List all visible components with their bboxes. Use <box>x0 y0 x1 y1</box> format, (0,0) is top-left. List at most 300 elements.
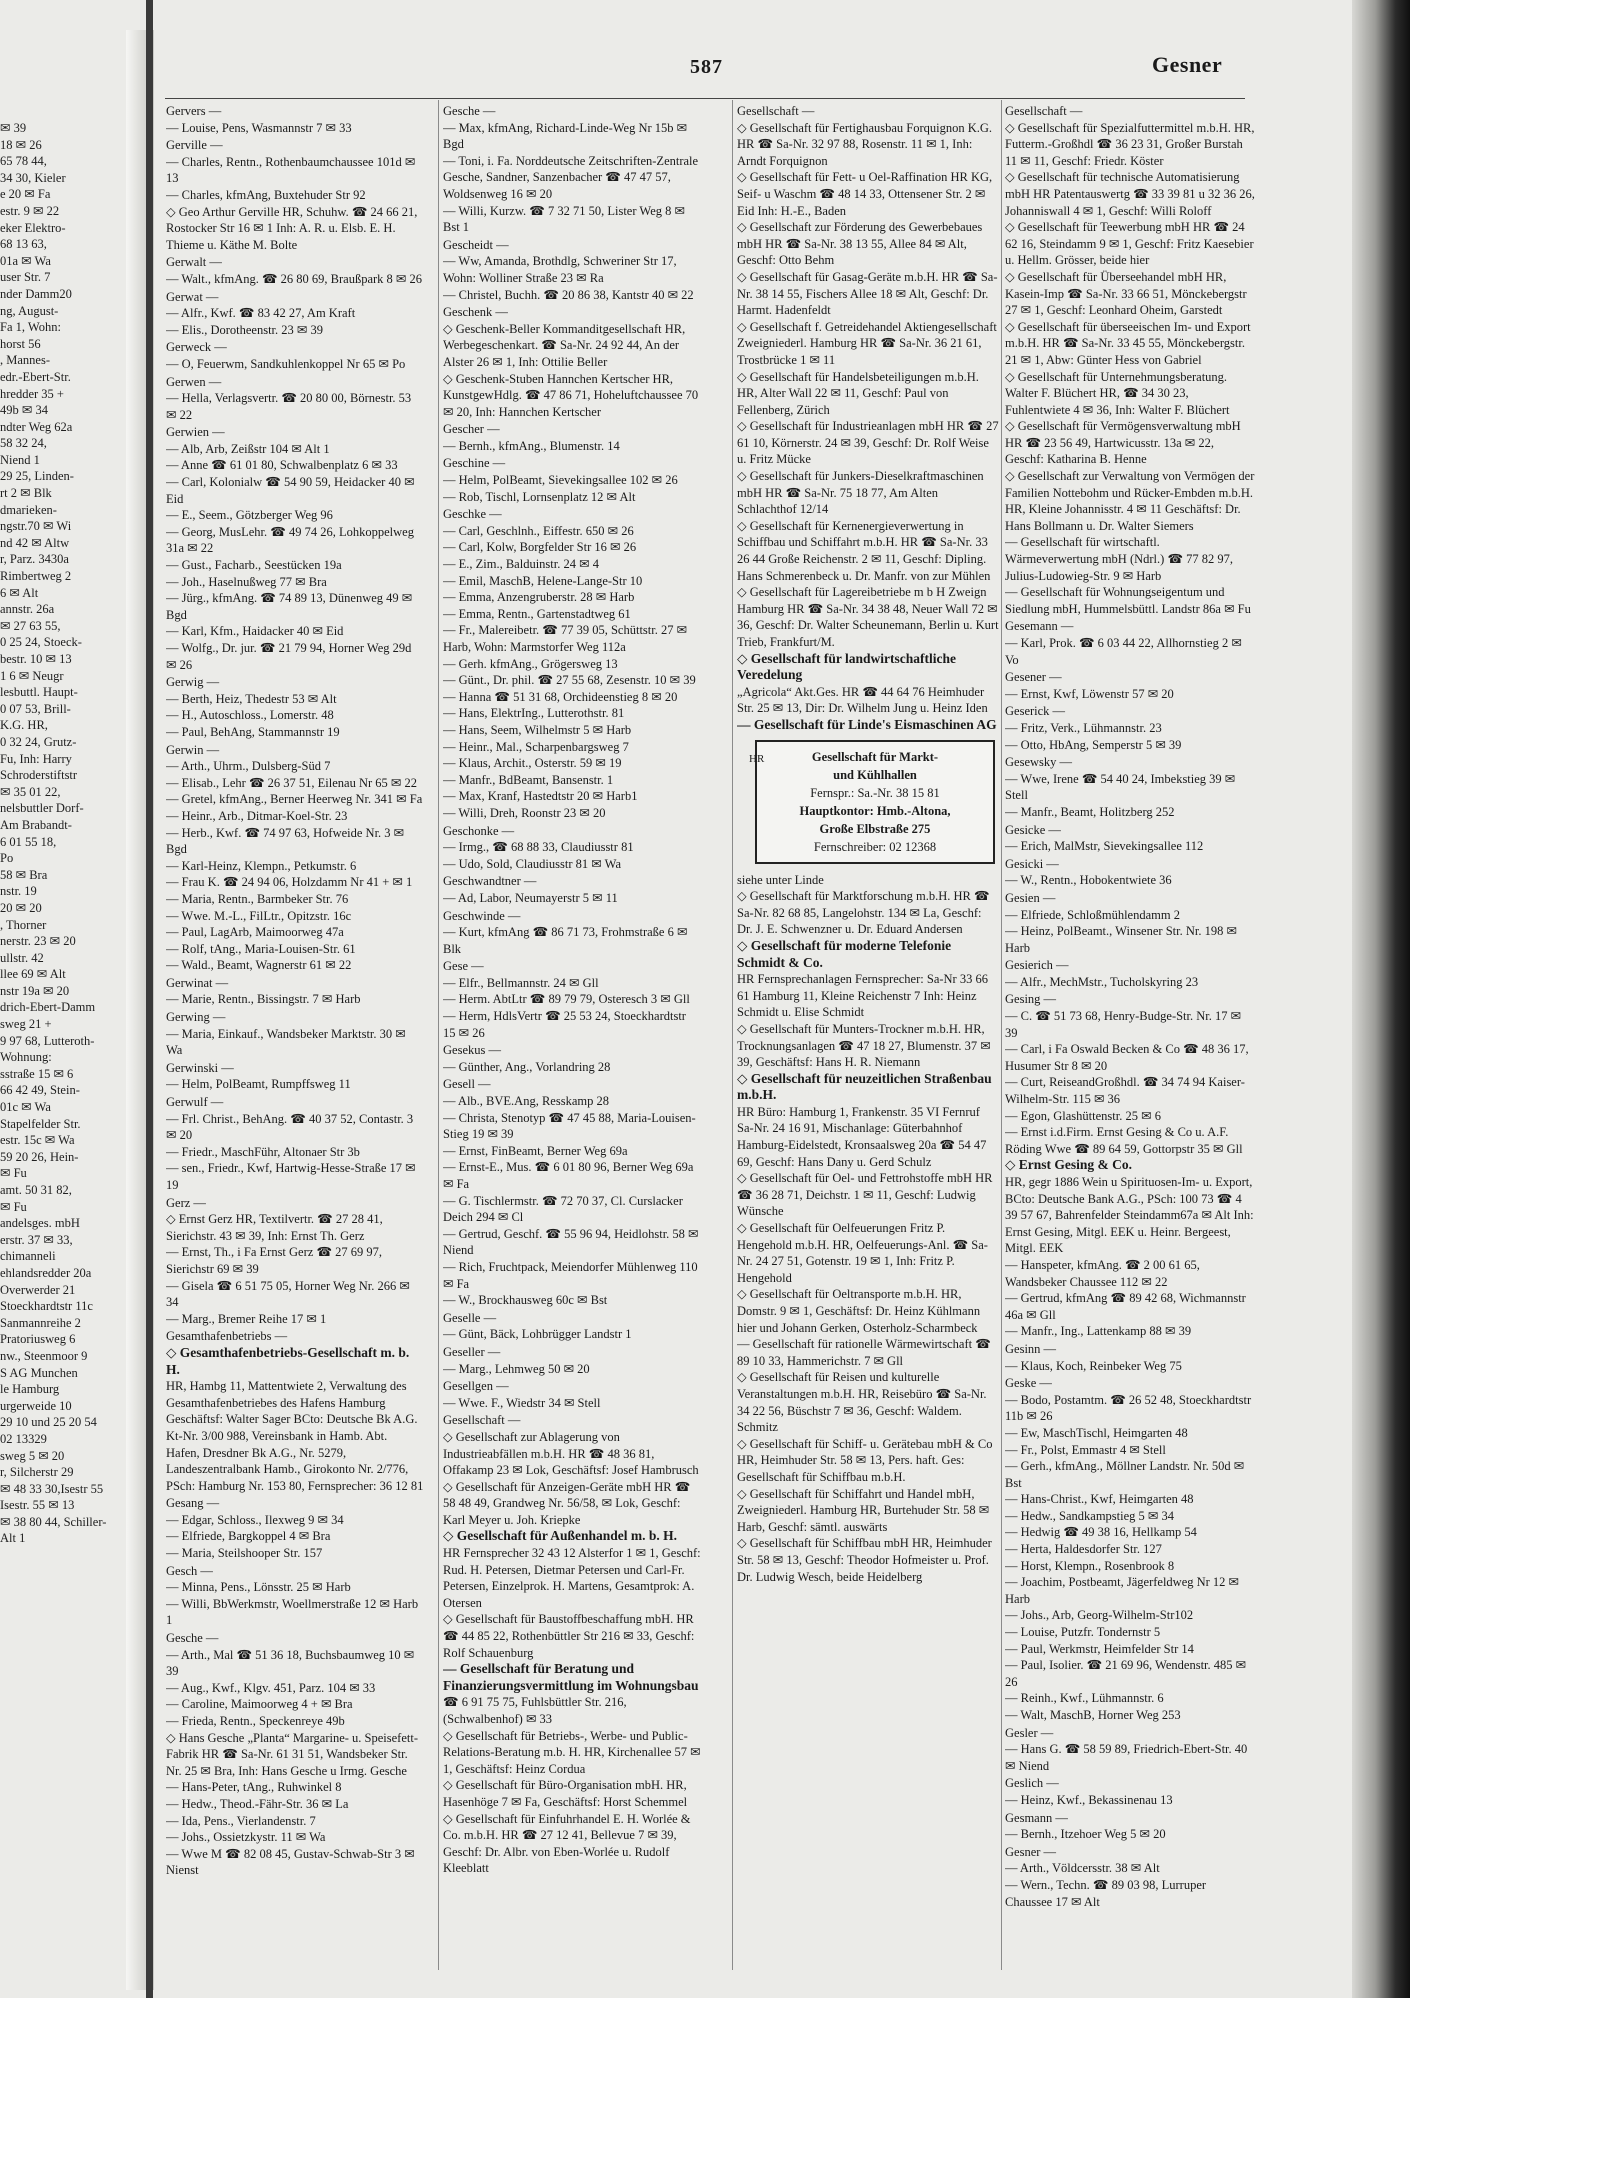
directory-entry: — Gretel, kfmAng., Berner Heerweg Nr. 341 ✉ Fa <box>166 792 423 807</box>
fragment-line: 9 97 68, Lutteroth- <box>0 1033 95 1048</box>
fragment-line: Alt 1 <box>0 1531 26 1546</box>
directory-entry: — Egon, Glashüttenstr. 25 ✉ 6 <box>1005 1108 1161 1123</box>
directory-entry: — Hanspeter, kfmAng. ☎ 2 00 61 65, Wandsbeker Chaussee 112 ✉ 22 <box>1005 1257 1200 1289</box>
fragment-line: horst 56 <box>0 336 41 351</box>
fragment-line: Pratoriusweg 6 <box>0 1332 76 1347</box>
directory-entry: — Heinr., Arb., Ditmar-Koel-Str. 23 <box>166 808 348 823</box>
surname-heading: Gesewsky — <box>1005 755 1073 770</box>
directory-entry: ◇ Gesellschaft für Schiffahrt und Handel mbH, Zweigniederl. Hamburg HR, Burtehuder Str. 58 ✉ Harb, Geschf: sämtl. auswärts <box>737 1486 990 1534</box>
directory-entry: — Otto, HbAng, Semperstr 5 ✉ 39 <box>1005 737 1182 752</box>
fragment-line: Rimbertweg 2 <box>0 569 72 584</box>
ad-name-line2: und Kühlhallen <box>833 767 917 782</box>
column-divider <box>1001 100 1002 1970</box>
fragment-line: ✉ 35 01 22, <box>0 784 61 799</box>
fragment-line: le Hamburg <box>0 1382 60 1397</box>
surname-heading: Gesche — <box>443 104 496 118</box>
company-name: — Gesellschaft für Linde's Eismaschinen AG <box>737 716 997 732</box>
ad-telex: Fernschreiber: 02 12368 <box>813 839 937 854</box>
directory-entry: ◇ Gesellschaft für Unternehmungsberatung. Walter F. Blüchert HR, ☎ 34 30 23, Fuhlentwiete 4 ✉ 36, Inh: Walter F. Blüchert <box>1005 369 1230 417</box>
surname-heading: Gesinn — <box>1005 1341 1057 1356</box>
surname-heading: Geschwandtner — <box>443 874 537 889</box>
fragment-line: nder Damm20 <box>0 286 72 301</box>
fragment-line: bestr. 10 ✉ 13 <box>0 652 72 666</box>
fragment-line: Stoeckhardtstr 11c <box>0 1299 93 1314</box>
directory-entry: — Emil, MaschB, Helene-Lange-Str 10 <box>443 573 643 588</box>
directory-entry: „Agricola“ Akt.Ges. HR ☎ 44 64 76 Heimhuder Str. 25 ✉ 13, Dir: Dr. Wilhelm Jung u. Heinz Iden <box>737 684 988 716</box>
directory-entry: — Horst, Klempn., Rosenbrook 8 <box>1005 1558 1175 1573</box>
surname-heading: Gerville — <box>166 138 223 153</box>
directory-entry: — Max, Kranf, Hastedtstr 20 ✉ Harb1 <box>443 789 638 804</box>
directory-entry: — Reinh., Kwf., Lühmannstr. 6 <box>1005 1691 1164 1706</box>
directory-entry: — Hedw., Sandkampstieg 5 ✉ 34 <box>1005 1508 1175 1523</box>
fragment-line: edr.-Ebert-Str. <box>0 369 71 384</box>
company-name: ◇ Ernst Gesing & Co. <box>1005 1157 1133 1173</box>
directory-entry: — Hedw., Theod.-Fähr-Str. 36 ✉ La <box>166 1796 349 1811</box>
directory-entry: ◇ Gesellschaft für Anzeigen-Geräte mbH HR ☎ 58 48 49, Grandweg Nr. 56/58, ✉ Lok, Geschf: Karl Meyer u. Joh. Kriepke <box>443 1479 691 1527</box>
company-name: ◇ Gesellschaft für Außenhandel m. b. H. <box>443 1528 678 1544</box>
fragment-line: 01c ✉ Wa <box>0 1100 51 1115</box>
surname-heading: Gerz — <box>166 1195 206 1210</box>
directory-entry: — Gesellschaft für rationelle Wärmewirtschaft ☎ 89 10 33, Hammerichstr. 7 ✉ Gll <box>737 1337 991 1368</box>
surname-heading: Gesekus — <box>443 1043 501 1058</box>
company-name: — Gesellschaft für Beratung und Finanzierungsvermittlung im Wohnungsbau <box>443 1661 699 1693</box>
fragment-line: r, Silcherstr 29 <box>0 1465 74 1480</box>
fragment-line: nerstr. 23 ✉ 20 <box>0 934 76 949</box>
fragment-line: 49b ✉ 34 <box>0 403 48 418</box>
fragment-line: K.G. HR, <box>0 718 48 733</box>
directory-entry: — Johs., Arb, Georg-Wilhelm-Str102 <box>1005 1608 1194 1623</box>
directory-entry: — Wwe. F., Wiedstr 34 ✉ Stell <box>443 1395 601 1410</box>
directory-entry: — Karl, Kfm., Haidacker 40 ✉ Eid <box>166 624 344 639</box>
directory-entry: ◇ Gesellschaft für Betriebs-, Werbe- und Public-Relations-Beratung m.b. H. HR, Kirchenallee 57 ✉ 1, Geschäftsf: Heinz Cordua <box>443 1728 701 1776</box>
directory-entry: — Joh., Haselnußweg 77 ✉ Bra <box>166 574 327 589</box>
directory-entry: — Gerh. kfmAng., Grögersweg 13 <box>443 656 618 671</box>
fragment-line: , Thorner <box>0 917 47 932</box>
directory-entry: ◇ Gesellschaft zur Verwaltung von Vermögen der Familien Nottebohm und Rücker-Embden m.b.H. HR, Kleine Johannisstr. 4 ✉ 11 Geschäftsf: Dr. Hans Bollmann u. Dr. Walter Siemers <box>1005 469 1255 533</box>
surname-heading: Geschke — <box>443 507 502 522</box>
fragment-line: S AG Munchen <box>0 1365 78 1380</box>
fragment-line: nd 42 ✉ Altw <box>0 535 70 550</box>
ad-phone: Fernspr.: Sa.-Nr. 38 15 81 <box>810 785 940 800</box>
directory-entry: — Marie, Rentn., Bissingstr. 7 ✉ Harb <box>166 992 361 1007</box>
directory-entry: — Emma, Anzengruberstr. 28 ✉ Harb <box>443 590 635 605</box>
directory-entry: ◇ Gesellschaft für Spezialfuttermittel m.b.H. HR, Futterm.-Großhdl ☎ 36 23 31, Großer Burstah 11 ✉ 11, Geschf: Friedr. Köster <box>1005 120 1255 168</box>
directory-entry: — Manfr., Ing., Lattenkamp 88 ✉ 39 <box>1005 1324 1192 1339</box>
surname-heading: Geselle — <box>443 1310 497 1325</box>
fragment-line: ullstr. 42 <box>0 950 44 965</box>
directory-entry: ◇ Gesellschaft für Handelsbeteiligungen m.b.H. HR, Alter Wall 22 ✉ 11, Geschf: Paul von Fellenberg, Zürich <box>737 369 979 417</box>
directory-entry: — Carl, Kolonialw ☎ 54 90 59, Heidacker 40 ✉ Eid <box>166 475 415 506</box>
directory-entry: — Hans, Seem, Wilhelmstr 5 ✉ Harb <box>443 722 632 737</box>
directory-entry: — Paul, Isolier. ☎ 21 69 96, Wendenstr. 485 ✉ 26 <box>1005 1658 1247 1689</box>
directory-entry: — Alfr., Kwf. ☎ 83 42 27, Am Kraft <box>166 306 356 321</box>
directory-entry: — Heinz, Kwf., Bekassinenau 13 <box>1005 1792 1173 1807</box>
directory-entry: — Frl. Christ., BehAng. ☎ 40 37 52, Contastr. 3 ✉ 20 <box>166 1111 414 1143</box>
fragment-line: lesbuttl. Haupt- <box>0 685 78 700</box>
directory-entry: ◇ Gesellschaft für Baustoffbeschaffung mbH. HR ☎ 44 85 22, Rothenbüttler Str 216 ✉ 33, Geschf: Rolf Schauenburg <box>443 1612 695 1660</box>
directory-entry: — Anne ☎ 61 01 80, Schwalbenplatz 6 ✉ 33 <box>166 458 398 473</box>
fragment-line: , Mannes- <box>0 353 50 368</box>
surname-heading: Gesellschaft — <box>1005 104 1083 118</box>
directory-entry: — Friedr., MaschFühr, Altonaer Str 3b <box>166 1144 360 1159</box>
directory-entry: — Charles, kfmAng, Buxtehuder Str 92 <box>166 187 366 202</box>
fragment-line: ehlandsredder 20a <box>0 1265 92 1280</box>
directory-entry: — Gertrud, Geschf. ☎ 55 96 94, Heidlohstr. 58 ✉ Niend <box>443 1226 699 1258</box>
directory-entry: ◇ Geo Arthur Gerville HR, Schuhw. ☎ 24 66 21, Rostocker Str 16 ✉ 1 Inh: A. R. u. Elsb. E. H. Thieme u. Käthe M. Bolte <box>166 204 418 252</box>
directory-entry: — W., Brockhausweg 60c ✉ Bst <box>443 1293 608 1308</box>
fragment-line: dmarieken- <box>0 502 57 517</box>
directory-entry: — Hans G. ☎ 58 59 89, Friedrich-Ebert-Str. 40 ✉ Niend <box>1005 1742 1248 1773</box>
directory-entry: ◇ Gesellschaft für Marktforschung m.b.H. HR ☎ Sa-Nr. 82 68 85, Langelohstr. 134 ✉ La, Geschf: Dr. J. E. Schwenzner u. Dr. Eduard Andersen <box>737 889 990 937</box>
directory-entry: — Edgar, Schloss., Ilexweg 9 ✉ 34 <box>166 1512 344 1527</box>
directory-entry: — H., Autoschloss., Lomerstr. 48 <box>166 708 334 723</box>
surname-heading: Gerwien — <box>166 425 225 440</box>
directory-entry: — Ernst-E., Mus. ☎ 6 01 80 96, Berner Weg 69a ✉ Fa <box>443 1160 694 1191</box>
directory-entry: ◇ Gesellschaft für Reisen und kulturelle Veranstaltungen m.b.H. HR, Reisebüro ☎ Sa-Nr. 34 22 56, Büschstr 7 ✉ 36, Geschf: Waldem. Schmitz <box>737 1370 987 1435</box>
directory-entry: — Wern., Techn. ☎ 89 03 98, Lurruper Chaussee 17 ✉ Alt <box>1005 1877 1207 1909</box>
directory-entry: — Klaus, Archit., Osterstr. 59 ✉ 19 <box>443 756 622 771</box>
fragment-line: andelsges. mbH <box>0 1216 80 1231</box>
directory-entry: — Johs., Ossietzkystr. 11 ✉ Wa <box>166 1830 326 1845</box>
directory-entry: — Alfr., MechMstr., Tucholskyring 23 <box>1005 974 1199 989</box>
fragment-line: 29 25, Linden- <box>0 469 74 484</box>
directory-entry: — G. Tischlermstr. ☎ 72 70 37, Cl. Curslacker Deich 294 ✉ Cl <box>443 1193 683 1225</box>
fragment-line: llee 69 ✉ Alt <box>0 967 66 982</box>
directory-entry: ◇ Gesellschaft für Oeltransporte m.b.H. HR, Domstr. 9 ✉ 1, Geschäftsf: Dr. Heinz Kühlmann hier und Johann Gerken, Osterholz-Scharmbeck <box>737 1287 981 1335</box>
directory-entry: — Charles, Rentn., Rothenbaumchaussee 101d ✉ 13 <box>166 154 416 186</box>
surname-heading: Gesellschaft — <box>443 1413 521 1428</box>
surname-heading: Gerweck — <box>166 340 227 355</box>
directory-entry: HR Fernsprechanlagen Fernsprecher: Sa-Nr 33 66 61 Hamburg 11, Kleine Reichenstr 7 Inh: Heinz Schmidt u. Elise Schmidt <box>737 972 988 1020</box>
surname-heading: Geschine — <box>443 456 506 471</box>
surname-heading: Gesell — <box>443 1077 491 1092</box>
directory-entry: ◇ Gesellschaft für Oel- und Fettrohstoffe mbH HR ☎ 36 28 71, Deichstr. 1 ✉ 11, Geschf: Ludwig Wünsche <box>737 1171 993 1219</box>
directory-entry: — Bodo, Postamtm. ☎ 26 52 48, Stoeckhardtstr 11b ✉ 26 <box>1005 1392 1252 1424</box>
fragment-line: 20 ✉ 20 <box>0 900 42 915</box>
directory-entry: ◇ Gesellschaft für Gasag-Geräte m.b.H. HR ☎ Sa-Nr. 38 14 55, Fischers Allee 18 ✉ Alt, Geschf: Dr. Harmt. Hadenfeldt <box>737 269 998 318</box>
directory-entry: ◇ Gesellschaft für Junkers-Dieselkraftmaschinen mbH HR ☎ Sa-Nr. 75 18 77, Am Alten Schlachthof 12/14 <box>737 469 984 517</box>
fragment-line: 58 32 24, <box>0 436 47 451</box>
directory-entry: — Elis., Dorotheenstr. 23 ✉ 39 <box>166 322 323 337</box>
directory-entry: — Rolf, tAng., Maria-Louisen-Str. 61 <box>166 941 356 956</box>
company-name: ◇ Gesellschaft für neuzeitlichen Straßenbau m.b.H. <box>737 1070 992 1103</box>
directory-entry: — Willi, Kurzw. ☎ 7 32 71 50, Lister Weg 8 ✉ Bst 1 <box>443 203 685 235</box>
surname-heading: Geschwinde — <box>443 908 521 923</box>
surname-heading: Gesien — <box>1005 890 1056 905</box>
directory-entry: ◇ Gesellschaft zur Förderung des Gewerbebaues mbH HR ☎ Sa-Nr. 38 13 55, Allee 84 ✉ Alt, Geschf: Otto Behm <box>737 220 983 268</box>
directory-entry: — Herm. AbtLtr ☎ 89 79 79, Osteresch 3 ✉ Gll <box>443 992 690 1007</box>
directory-column-2 <box>443 102 701 1982</box>
fragment-line: hredder 35 + <box>0 386 64 401</box>
directory-entry: — Berth, Heiz, Thedestr 53 ✉ Alt <box>166 691 337 706</box>
directory-entry: — Jürg., kfmAng. ☎ 74 89 13, Dünenweg 49 ✉ Bgd <box>166 591 413 622</box>
column-divider <box>732 100 733 1970</box>
directory-entry: ◇ Gesellschaft für Industrieanlagen mbH HR ☎ 27 61 10, Körnerstr. 24 ✉ 39, Geschf: Dr. Rolf Weise u. Fritz Mücke <box>737 419 999 467</box>
surname-heading: Gesch — <box>166 1563 213 1578</box>
fragment-line: drich-Ebert-Damm <box>0 1000 96 1015</box>
surname-heading: Gervers — <box>166 104 222 118</box>
fragment-line: nelsbuttler Dorf- <box>0 801 84 816</box>
fragment-line: Sanmannreihe 2 <box>0 1315 81 1330</box>
directory-entry: — Wolfg., Dr. jur. ☎ 21 79 94, Horner Weg 29d ✉ 26 <box>166 641 412 672</box>
fragment-line: estr. 15c ✉ Wa <box>0 1133 75 1148</box>
fragment-line: Stapelfelder Str. <box>0 1116 81 1131</box>
directory-entry: — Gesellschaft für Wohnungseigentum und Siedlung mbH, Hummelsbüttl. Landstr 86a ✉ Fu <box>1005 585 1251 616</box>
directory-entry: — Gerh., kfmAng., Möllner Landstr. Nr. 50d ✉ Bst <box>1005 1459 1245 1490</box>
fragment-line: 65 78 44, <box>0 154 47 169</box>
directory-entry: — Louise, Pens, Wasmannstr 7 ✉ 33 <box>166 120 352 135</box>
directory-entry: — Wald., Beamt, Wagnerstr 61 ✉ 22 <box>166 958 352 973</box>
company-name: ◇ Gesamthafenbetriebs-Gesellschaft m. b. H. <box>166 1344 410 1377</box>
fragment-line: 02 13329 <box>0 1431 47 1446</box>
directory-entry: — Arth., Mal ☎ 51 36 18, Buchsbaumweg 10 ✉ 39 <box>166 1647 415 1679</box>
fragment-line: 6 ✉ Alt <box>0 585 39 600</box>
directory-entry: ◇ Gesellschaft für Oelfeuerungen Fritz P. Hengehold m.b.H. HR, Oelfeuerungs-Anl. ☎ Sa-Nr. 24 27 51, Gotenstr. 19 ✉ 1, Inh: Fritz P. Hengehold <box>737 1221 988 1285</box>
directory-entry: — Paul, Werkmstr, Heimfelder Str 14 <box>1005 1641 1194 1656</box>
directory-entry: — Hanna ☎ 51 31 68, Orchideenstieg 8 ✉ 20 <box>443 689 678 704</box>
fragment-line: user Str. 7 <box>0 270 51 285</box>
directory-entry: — Helm, PolBeamt, Rumpffsweg 11 <box>166 1077 351 1092</box>
directory-entry: — E., Seem., Götzberger Weg 96 <box>166 508 333 523</box>
directory-entry: HR Büro: Hamburg 1, Frankenstr. 35 VI Fernruf Sa-Nr. 24 16 91, Mischanlage: Güterbahnhof Hamburg-Eidelstedt, Kronsaalsweg 20a ☎ 54 47 69, Geschf: Hans Dany u. Gerd Schulz <box>737 1104 987 1169</box>
directory-entry: — Irmg., ☎ 68 88 33, Claudiusstr 81 <box>443 840 634 855</box>
fragment-line: 0 07 53, Brill- <box>0 701 71 716</box>
directory-entry: — Gertrud, kfmAng ☎ 89 42 68, Wichmannstr 46a ✉ Gll <box>1005 1291 1246 1322</box>
fragment-line: sweg 21 + <box>0 1017 52 1032</box>
directory-entry: — Carl, Kolw, Borgfelder Str 16 ✉ 26 <box>443 540 637 555</box>
surname-heading: Gerwat — <box>166 289 219 304</box>
running-head: Gesner <box>1152 52 1223 77</box>
directory-entry: — Willi, Dreh, Roonstr 23 ✉ 20 <box>443 805 606 820</box>
header-rule <box>165 98 1245 99</box>
directory-entry: ◇ Geschenk-Beller Kommanditgesellschaft HR, Werbegeschenkart. ☎ Sa-Nr. 24 92 44, An der Alster 26 ✉ 1, Inh: Ottilie Beller <box>443 321 686 369</box>
fragment-line: e 20 ✉ Fa <box>0 187 51 202</box>
directory-entry: — Joachim, Postbeamt, Jägerfeldweg Nr 12 ✉ Harb <box>1005 1575 1240 1606</box>
fragment-line: r, Parz. 3430a <box>0 552 69 567</box>
fragment-line: 18 ✉ 26 <box>0 137 42 152</box>
fragment-line: ✉ 38 80 44, Schiller- <box>0 1514 107 1529</box>
directory-entry: — Ernst, FinBeamt, Berner Weg 69a <box>443 1143 628 1158</box>
fragment-line: estr. 9 ✉ 22 <box>0 203 60 218</box>
directory-entry: ◇ Ernst Gerz HR, Textilvertr. ☎ 27 28 41, Sierichstr. 43 ✉ 39, Inh: Ernst Th. Gerz <box>166 1212 383 1243</box>
fragment-line: 0 32 24, Grutz- <box>0 734 77 749</box>
directory-entry: — Rich, Fruchtpack, Meiendorfer Mühlenweg 110 ✉ Fa <box>443 1259 698 1291</box>
directory-entry: — Carl, Geschlnh., Eiffestr. 650 ✉ 26 <box>443 523 634 538</box>
directory-entry: HR, gegr 1886 Wein u Spirituosen-Im- u. Export, BCto: Deutsche Bank A.G., PSch: 100 73 ☎ 4 39 57 67, Bahrenfelder Steindamm67a ✉ Alt Inh: Ernst Gesing, Mitgl. EEK u. Heinr. Bergeest, Mitgl. EEK <box>1005 1175 1254 1256</box>
surname-heading: Gerwin — <box>166 742 220 757</box>
surname-heading: Gerwing — <box>166 1010 226 1025</box>
directory-entry: — Udo, Sold, Claudiusstr 81 ✉ Wa <box>443 856 621 871</box>
directory-entry: ◇ Gesellschaft zur Ablagerung von Industrieabfällen m.b.H. HR ☎ 48 36 81, Offakamp 23 ✉ Lok, Geschäftsf: Josef Hambrusch <box>443 1429 699 1478</box>
directory-entry: — Elfriede, Schloßmühlendamm 2 <box>1005 907 1180 922</box>
surname-heading: Gescher — <box>443 422 500 437</box>
directory-entry: — Ew, MaschTischl, Heimgarten 48 <box>1005 1425 1188 1440</box>
directory-entry: — Gust., Facharb., Seestücken 19a <box>166 558 342 573</box>
surname-heading: Gesicki — <box>1005 856 1059 871</box>
directory-entry: — Elfriede, Bargkoppel 4 ✉ Bra <box>166 1529 331 1544</box>
surname-heading: Geserick — <box>1005 704 1066 719</box>
directory-entry: ◇ Gesellschaft für Schiffbau mbH HR, Heimhuder Str. 58 ✉ 13, Geschf: Theodor Hofmeister u. Prof. Dr. Ludwig Wesch, beide Heidelberg <box>737 1536 992 1584</box>
directory-column-1 <box>166 102 424 1982</box>
fragment-line: 58 ✉ Bra <box>0 867 48 882</box>
directory-entry: ◇ Gesellschaft für Teewerbung mbH HR ☎ 24 62 16, Steindamm 9 ✉ 1, Geschf: Fritz Kaesebier u. Hellm. Grösser, beide hier <box>1005 220 1254 268</box>
directory-entry: HR, Hambg 11, Mattentwiete 2, Verwaltung des Gesamthafenbetriebes des Hafens Hamburg Geschäftsf: Walter Sager BCto: Deutsche Bk A.G. Kt-Nr. 3/00 988, Vereinsbank in Hamb. Abt. Hafen, Dresdner Bk A.G., Nr. 5279, Landeszentralbank Hamb., Girokonto Nr. 2/776, PSch: Hamburg Nr. 153 80, Fernsprecher: 36 12 81 <box>166 1379 424 1493</box>
directory-entry: — Aug., Kwf., Klgv. 451, Parz. 104 ✉ 33 <box>166 1680 376 1695</box>
directory-entry: — Frau K. ☎ 24 94 06, Holzdamm Nr 41 + ✉ 1 <box>166 875 413 890</box>
surname-heading: Gesemann — <box>1005 619 1074 634</box>
directory-entry: — Heinz, PolBeamt., Winsener Str. Nr. 198 ✉ Harb <box>1005 924 1237 955</box>
directory-entry: — Wwe, Irene ☎ 54 40 24, Imbekstieg 39 ✉ Stell <box>1005 771 1236 803</box>
fragment-line: ng, August- <box>0 303 59 318</box>
directory-entry: — Arth., Uhrm., Dulsberg-Süd 7 <box>166 759 331 774</box>
directory-entry: — W., Rentn., Hobokentwiete 36 <box>1005 873 1172 888</box>
directory-entry: ◇ Gesellschaft f. Getreidehandel Aktiengesellschaft Zweigniederl. Hamburg HR ☎ Sa-Nr. 36 21 61, Trostbrücke 1 ✉ 11 <box>737 319 997 367</box>
ad-name-line1: Gesellschaft für Markt- <box>811 749 939 764</box>
surname-heading: Gerwinski — <box>166 1060 234 1075</box>
directory-entry: — Günther, Ang., Vorlandring 28 <box>443 1059 611 1074</box>
directory-entry: — Ernst, Kwf, Löwenstr 57 ✉ 20 <box>1005 686 1174 701</box>
directory-entry: — Caroline, Maimoorweg 4 + ✉ Bra <box>166 1697 353 1712</box>
directory-entry: — Carl, i Fa Oswald Becken & Co ☎ 48 36 17, Husumer Str 8 ✉ 20 <box>1005 1042 1249 1073</box>
directory-entry: — Helm, PolBeamt, Sievekingsallee 102 ✉ 26 <box>443 473 678 488</box>
directory-entry: — Gesellschaft für wirtschaftl. Wärmeverwertung mbH (Ndrl.) ☎ 77 82 97, Julius-Ludowieg-Str. 9 ✉ Harb <box>1005 535 1234 583</box>
fragment-line: ngstr.70 ✉ Wi <box>0 519 72 534</box>
directory-entry: — Bernh., Itzehoer Weg 5 ✉ 20 <box>1005 1827 1166 1842</box>
fragment-line: eker Elektro- <box>0 220 66 235</box>
fragment-line: Overwerder 21 <box>0 1282 76 1297</box>
surname-heading: Gesicke — <box>1005 822 1061 837</box>
directory-entry: ◇ Gesellschaft für Fertighausbau Forquignon K.G. HR ☎ Sa-Nr. 32 97 88, Rosenstr. 11 ✉ 1, Inh: Arndt Forquignon <box>737 120 993 168</box>
directory-entry: — Karl, Prok. ☎ 6 03 44 22, Allhornstieg 2 ✉ Vo <box>1005 636 1242 667</box>
surname-heading: Gerwig — <box>166 675 220 690</box>
directory-entry: ◇ Hans Gesche „Planta“ Margarine- u. Speisefett-Fabrik HR ☎ Sa-Nr. 61 31 51, Wandsbeker Str. Nr. 25 ✉ Bra, Inh: Hans Gesche u Irmg. Gesche <box>166 1730 419 1778</box>
directory-entry: — Hans-Christ., Kwf, Heimgarten 48 <box>1005 1492 1194 1507</box>
surname-heading: Gesler — <box>1005 1725 1054 1740</box>
directory-entry: — Fr., Malereibetr. ☎ 77 39 05, Schüttstr. 27 ✉ Harb, Wohn: Marmstorfer Weg 112a <box>443 623 688 654</box>
directory-entry: — O, Feuerwm, Sandkuhlenkoppel Nr 65 ✉ Po <box>166 356 406 371</box>
surname-heading: Gesener — <box>1005 670 1062 685</box>
fragment-line: 0 25 24, Stoeck- <box>0 635 82 650</box>
fragment-line: amt. 50 31 82, <box>0 1183 72 1197</box>
directory-entry: — Wwe M ☎ 82 08 45, Gustav-Schwab-Str 3 ✉ Nienst <box>166 1846 415 1878</box>
directory-entry: — Georg, MusLehr. ☎ 49 74 26, Lohkoppelweg 31a ✉ 22 <box>166 524 414 556</box>
advertisement-box <box>749 740 995 864</box>
fragment-line: ✉ 48 33 30,Isestr 55 <box>0 1481 104 1496</box>
directory-entry: ◇ Gesellschaft für überseeischen Im- und Export m.b.H. HR ☎ Sa-Nr. 33 45 55, Mönckebergstr. 21 ✉ 1, Abw: Günter Hess von Gabriel <box>1005 319 1251 367</box>
directory-entry: — Bernh., kfmAng., Blumenstr. 14 <box>443 438 620 453</box>
fragment-line: 66 42 49, Stein- <box>0 1083 80 1098</box>
fragment-line: ndter Weg 62a <box>0 419 73 434</box>
fragment-line: Isestr. 55 ✉ 13 <box>0 1498 75 1513</box>
surname-heading: Gescheidt — <box>443 237 509 252</box>
surname-heading: Gerwinat — <box>166 975 229 990</box>
directory-entry: ◇ Gesellschaft für Büro-Organisation mbH. HR, Hasenhöge 7 ✉ Fa, Geschäftsf: Horst Schemmel <box>443 1778 688 1809</box>
directory-entry: — Ww, Amanda, Brothdlg, Schweriner Str 17, Wohn: Wolliner Straße 23 ✉ Ra <box>443 254 677 285</box>
fragment-line: 01a ✉ Wa <box>0 253 51 268</box>
surname-heading: Geschonke — <box>443 823 515 838</box>
directory-entry: — Fritz, Verk., Lühmannstr. 23 <box>1005 720 1162 735</box>
directory-entry: — Christa, Stenotyp ☎ 47 45 88, Maria-Louisen-Stieg 19 ✉ 39 <box>443 1110 696 1142</box>
surname-heading: Gesellschaft — <box>737 104 815 118</box>
directory-entry: — Elisab., Lehr ☎ 26 37 51, Eilenau Nr 65 ✉ 22 <box>166 775 418 790</box>
surname-heading: Gesner — <box>1005 1844 1057 1859</box>
surname-heading: Gesing — <box>1005 992 1057 1007</box>
surname-heading: Gesamthafenbetriebs — <box>166 1329 288 1344</box>
directory-entry: — Willi, BbWerkmstr, Woellmerstraße 12 ✉ Harb 1 <box>166 1596 419 1628</box>
fragment-line: ✉ 39 <box>0 121 27 135</box>
surname-heading: Geske — <box>1005 1376 1052 1391</box>
directory-entry: — C. ☎ 51 73 68, Henry-Budge-Str. Nr. 17 ✉ 39 <box>1005 1009 1242 1040</box>
fragment-line: Niend 1 <box>0 452 40 467</box>
directory-entry: — Christel, Buchh. ☎ 20 86 38, Kantstr 40 ✉ 22 <box>443 287 694 302</box>
directory-entry: — Minna, Pens., Lönsstr. 25 ✉ Harb <box>166 1580 351 1595</box>
fragment-line: ✉ Fu <box>0 1166 27 1181</box>
surname-heading: Geslich — <box>1005 1776 1059 1791</box>
directory-entry: — Marg., Bremer Reihe 17 ✉ 1 <box>166 1311 327 1326</box>
directory-entry: — Walt., kfmAng. ☎ 26 80 69, Braußpark 8 ✉ 26 <box>166 271 423 286</box>
directory-entry: — Ernst i.d.Firm. Ernst Gesing & Co u. A.F. Röding Wwe ☎ 89 64 59, Gottorpstr 35 ✉ Gll <box>1005 1125 1243 1156</box>
directory-entry: ◇ Gesellschaft für Fett- u Oel-Raffination HR KG, Seif- u Waschm ☎ 48 14 33, Ottensener Str. 2 ✉ Eid Inh: H.-E., Baden <box>737 170 993 218</box>
directory-entry: — Heinr., Mal., Scharpenbargsweg 7 <box>443 739 629 754</box>
fragment-line: sstraße 15 ✉ 6 <box>0 1066 74 1081</box>
fragment-line: ✉ Fu <box>0 1199 27 1214</box>
directory-entry: — Kurt, kfmAng ☎ 86 71 73, Frohmstraße 6 ✉ Blk <box>443 925 688 956</box>
directory-entry: — Frieda, Rentn., Speckenreye 49b <box>166 1714 345 1728</box>
directory-entry: — Gisela ☎ 6 51 75 05, Horner Weg Nr. 266 ✉ 34 <box>166 1278 410 1310</box>
surname-heading: Gesang — <box>166 1496 220 1511</box>
directory-entry: — E., Zim., Balduinstr. 24 ✉ 4 <box>443 557 599 572</box>
directory-entry: — Hella, Verlagsvertr. ☎ 20 80 00, Börnestr. 53 ✉ 22 <box>166 391 412 422</box>
fragment-line: nstr 19a ✉ 20 <box>0 983 70 998</box>
ad-hq-line1: Hauptkontor: Hmb.-Altona, <box>799 803 951 818</box>
directory-entry: — Alb, Arb, Zeißstr 104 ✉ Alt 1 <box>166 441 330 456</box>
fragment-line: 1 6 ✉ Neugr <box>0 668 64 683</box>
company-name: ◇ Gesellschaft für moderne Telefonie Schmidt & Co. <box>737 937 952 970</box>
surname-heading: Gerwen — <box>166 374 222 389</box>
surname-heading: Gesierich — <box>1005 958 1069 973</box>
fragment-line: 6 01 55 18, <box>0 834 57 849</box>
fragment-line: sweg 5 ✉ 20 <box>0 1448 65 1463</box>
fragment-line: 29 10 und 25 20 54 <box>0 1415 97 1430</box>
directory-entry: — Fr., Polst, Emmastr 4 ✉ Stell <box>1005 1442 1166 1457</box>
ad-hq-line2: Große Elbstraße 275 <box>819 821 931 836</box>
directory-entry: — Elfr., Bellmannstr. 24 ✉ Gll <box>443 975 599 990</box>
fragment-line: nw., Steenmoor 9 <box>0 1348 88 1363</box>
surname-heading: Gesmann — <box>1005 1810 1068 1825</box>
directory-entry: — Maria, Rentn., Barmbeker Str. 76 <box>166 891 349 906</box>
fragment-line: Schroderstiftstr <box>0 768 78 783</box>
directory-entry: — Ernst, Th., i Fa Ernst Gerz ☎ 27 69 97, Sierichstr 69 ✉ 39 <box>166 1245 383 1276</box>
directory-entry: — Erich, MalMstr, Sievekingsallee 112 <box>1005 839 1204 854</box>
directory-entry: — Maria, Einkauf., Wandsbeker Marktstr. 30 ✉ Wa <box>166 1026 406 1058</box>
fragment-line: erstr. 37 ✉ 33, <box>0 1232 73 1247</box>
directory-entry: ◇ Gesellschaft für Munters-Trockner m.b.H. HR, Trocknungsanlagen ☎ 47 18 27, Blumenstr. 37 ✉ 39, Geschäftsf: Hans H. R. Niemann <box>737 1021 991 1070</box>
fragment-line: nstr. 19 <box>0 884 37 899</box>
directory-entry: ☎ 6 91 75 75, Fuhlsbüttler Str. 216, (Schwalbenhof) ✉ 33 <box>443 1695 627 1726</box>
directory-entry: — Ad, Labor, Neumayerstr 5 ✉ 11 <box>443 890 618 905</box>
surname-heading: Gerwulf — <box>166 1095 224 1110</box>
directory-entry: — Karl-Heinz, Klempn., Petkumstr. 6 <box>166 858 357 873</box>
directory-entry: — Curt, ReiseandGroßhdl. ☎ 34 74 94 Kaiser-Wilhelm-Str. 115 ✉ 36 <box>1005 1075 1245 1107</box>
page-edge-shadow <box>1352 0 1410 1998</box>
fragment-line: 59 20 26, Hein- <box>0 1149 79 1164</box>
directory-entry: — Manfr., Beamt, Holitzberg 252 <box>1005 804 1175 819</box>
directory-entry: ◇ Gesellschaft für Überseehandel mbH HR, Kasein-Imp ☎ Sa-Nr. 33 66 51, Mönckebergstr 27 ✉ 1, Geschf: Leonhard Oheim, Garstedt <box>1005 269 1247 318</box>
directory-entry: — Günt, Bäck, Lohbrügger Landstr 1 <box>443 1327 632 1342</box>
surname-heading: Geseller — <box>443 1344 501 1359</box>
directory-entry: ◇ Gesellschaft für Kernenergieverwertung in Schiffbau und Schiffahrt m.b.H. HR ☎ Sa-Nr. 33 26 44 Große Reichenstr. 2 ✉ 11, Geschf: Dipling. Hans Schmerenbeck u. Dr. Manfr. von zur Mühlen <box>737 518 991 583</box>
fragment-line: Fa 1, Wohn: <box>0 320 61 335</box>
